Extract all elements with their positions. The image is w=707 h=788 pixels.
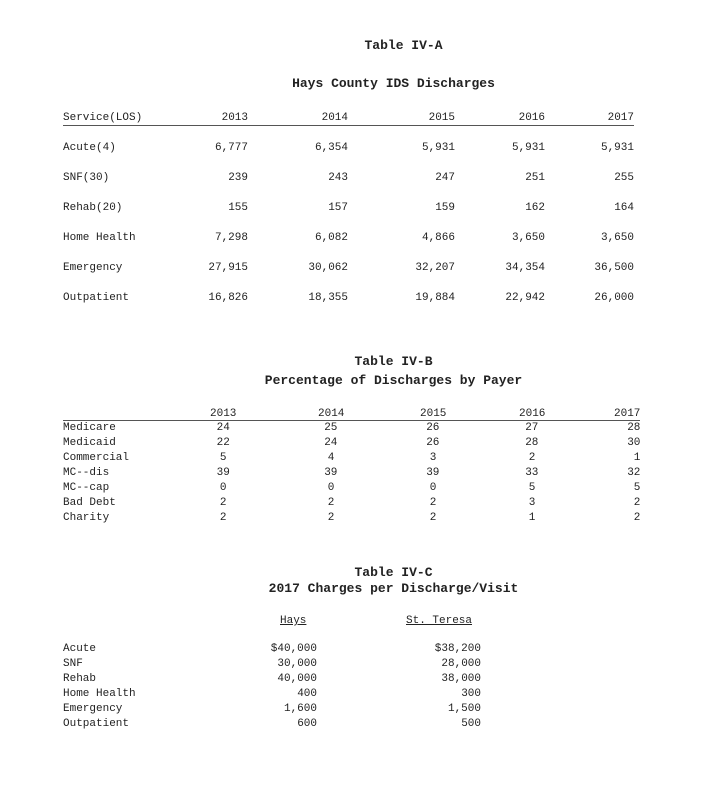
column-header: 2017 bbox=[545, 111, 634, 126]
cell-value: 39 bbox=[426, 467, 440, 479]
cell-value: 22 bbox=[216, 437, 230, 449]
cell-value: 28 bbox=[627, 422, 641, 434]
charges-table bbox=[63, 642, 481, 732]
cell-value: 26 bbox=[426, 437, 440, 449]
row-label: Medicaid bbox=[63, 437, 116, 449]
column-header: 2015 bbox=[348, 111, 455, 126]
cell-value: 34,354 bbox=[505, 261, 545, 274]
row-label: MC--cap bbox=[63, 482, 110, 494]
table-header-row bbox=[63, 111, 634, 126]
cell-value: 33 bbox=[525, 467, 539, 479]
cell-value: 2 bbox=[219, 497, 227, 509]
table-a-title: Table IV-A bbox=[364, 38, 443, 53]
cell-value: $40,000 bbox=[270, 643, 317, 655]
cell-value: 5 bbox=[219, 452, 227, 464]
row-label: Rehab bbox=[63, 673, 97, 685]
cell-value: 2 bbox=[327, 497, 335, 509]
cell-value: 1 bbox=[633, 452, 641, 464]
table-row bbox=[63, 421, 640, 437]
column-header-hays: Hays bbox=[280, 615, 307, 627]
cell-value: 243 bbox=[328, 171, 348, 184]
cell-value: 0 bbox=[327, 482, 335, 494]
column-header: 2015 bbox=[344, 408, 446, 421]
cell-value: 24 bbox=[324, 437, 338, 449]
row-label: Charity bbox=[63, 512, 110, 524]
cell-value: 2 bbox=[327, 512, 335, 524]
table-row bbox=[63, 642, 481, 657]
cell-value: 0 bbox=[219, 482, 227, 494]
table-row bbox=[63, 657, 481, 672]
cell-value: 18,355 bbox=[308, 291, 348, 304]
table-row bbox=[63, 466, 640, 481]
cell-value: 400 bbox=[297, 688, 317, 700]
cell-value: 39 bbox=[324, 467, 338, 479]
row-label: Outpatient bbox=[63, 718, 130, 730]
column-header: 2014 bbox=[248, 111, 348, 126]
column-header: 2017 bbox=[545, 408, 640, 421]
cell-value: 600 bbox=[297, 718, 317, 730]
cell-value: 30 bbox=[627, 437, 641, 449]
row-label: Medicare bbox=[63, 422, 116, 434]
cell-value: 5,931 bbox=[600, 142, 634, 154]
table-a-subtitle: Hays County IDS Discharges bbox=[292, 76, 495, 91]
cell-value: 6,354 bbox=[314, 142, 348, 154]
cell-value: 1 bbox=[528, 512, 536, 524]
table-row bbox=[63, 216, 634, 246]
cell-value: 25 bbox=[324, 422, 338, 434]
cell-value: 2 bbox=[633, 512, 641, 524]
table-row bbox=[63, 481, 640, 496]
row-label: Emergency bbox=[63, 703, 123, 715]
column-header: 2013 bbox=[183, 111, 248, 126]
cell-value: 7,298 bbox=[214, 231, 248, 244]
column-header bbox=[63, 408, 210, 421]
cell-value: 164 bbox=[614, 201, 634, 214]
discharges-table bbox=[63, 111, 634, 306]
payer-percentage-table bbox=[63, 408, 640, 526]
cell-value: 247 bbox=[435, 171, 455, 184]
cell-value: 5 bbox=[528, 482, 536, 494]
cell-value: 1,600 bbox=[283, 703, 317, 715]
cell-value: 5 bbox=[633, 482, 641, 494]
column-header: 2016 bbox=[455, 111, 545, 126]
table-row bbox=[63, 246, 634, 276]
cell-value: 26 bbox=[426, 422, 440, 434]
row-label: SNF(30) bbox=[63, 171, 110, 184]
column-header: 2016 bbox=[446, 408, 545, 421]
column-header: 2013 bbox=[210, 408, 237, 420]
cell-value: 500 bbox=[461, 718, 481, 730]
cell-value: 36,500 bbox=[594, 261, 634, 274]
cell-value: 239 bbox=[228, 171, 248, 184]
table-b-title: Table IV-B bbox=[354, 354, 433, 369]
cell-value: 300 bbox=[461, 688, 481, 700]
cell-value: 3,650 bbox=[511, 231, 545, 244]
cell-value: 3 bbox=[429, 452, 437, 464]
table-row bbox=[63, 511, 640, 526]
cell-value: 159 bbox=[435, 201, 455, 214]
table-b-subtitle: Percentage of Discharges by Payer bbox=[264, 373, 523, 388]
cell-value: 255 bbox=[614, 171, 634, 184]
row-label: Acute bbox=[63, 643, 97, 655]
table-row bbox=[63, 451, 640, 466]
row-label: Rehab(20) bbox=[63, 201, 123, 214]
table-row bbox=[63, 702, 481, 717]
cell-value: 28 bbox=[525, 437, 539, 449]
table-row bbox=[63, 717, 481, 732]
column-header: Service(LOS) bbox=[63, 111, 183, 126]
cell-value: 5,931 bbox=[511, 142, 545, 154]
table-row bbox=[63, 186, 634, 216]
cell-value: 6,082 bbox=[314, 231, 348, 244]
row-label: Home Health bbox=[63, 231, 136, 244]
cell-value: 38,000 bbox=[441, 673, 481, 685]
cell-value: 2 bbox=[429, 512, 437, 524]
cell-value: 251 bbox=[525, 171, 545, 184]
table-header-row bbox=[63, 408, 640, 421]
cell-value: 27,915 bbox=[208, 261, 248, 274]
row-label: Outpatient bbox=[63, 291, 130, 304]
row-label: Acute(4) bbox=[63, 142, 116, 154]
row-label: Emergency bbox=[63, 261, 123, 274]
column-header-st-teresa: St. Teresa bbox=[406, 615, 473, 627]
cell-value: 30,062 bbox=[308, 261, 348, 274]
table-row bbox=[63, 156, 634, 186]
cell-value: 3 bbox=[528, 497, 536, 509]
cell-value: 4,866 bbox=[421, 231, 455, 244]
cell-value: 157 bbox=[328, 201, 348, 214]
table-c-title: Table IV-C bbox=[354, 565, 433, 580]
row-label: MC--dis bbox=[63, 467, 110, 479]
row-label: Bad Debt bbox=[63, 497, 116, 509]
cell-value: 2 bbox=[528, 452, 536, 464]
table-row bbox=[63, 436, 640, 451]
table-row bbox=[63, 672, 481, 687]
cell-value: 162 bbox=[525, 201, 545, 214]
row-label: SNF bbox=[63, 658, 83, 670]
row-label: Home Health bbox=[63, 688, 136, 700]
cell-value: 26,000 bbox=[594, 291, 634, 304]
column-header: 2014 bbox=[236, 408, 344, 421]
cell-value: 39 bbox=[216, 467, 230, 479]
table-row bbox=[63, 496, 640, 511]
cell-value: 28,000 bbox=[441, 658, 481, 670]
cell-value: 40,000 bbox=[277, 673, 317, 685]
cell-value: 2 bbox=[219, 512, 227, 524]
row-label: Commercial bbox=[63, 452, 130, 464]
cell-value: $38,200 bbox=[434, 643, 481, 655]
cell-value: 5,931 bbox=[421, 142, 455, 154]
cell-value: 16,826 bbox=[208, 291, 248, 304]
table-row bbox=[63, 687, 481, 702]
cell-value: 2 bbox=[633, 497, 641, 509]
cell-value: 3,650 bbox=[600, 231, 634, 244]
table-row bbox=[63, 276, 634, 306]
cell-value: 22,942 bbox=[505, 291, 545, 304]
cell-value: 30,000 bbox=[277, 658, 317, 670]
cell-value: 2 bbox=[429, 497, 437, 509]
cell-value: 1,500 bbox=[447, 703, 481, 715]
cell-value: 24 bbox=[216, 422, 230, 434]
cell-value: 6,777 bbox=[214, 142, 248, 154]
cell-value: 155 bbox=[228, 201, 248, 214]
table-c-subtitle: 2017 Charges per Discharge/Visit bbox=[268, 581, 519, 596]
cell-value: 0 bbox=[429, 482, 437, 494]
table-row bbox=[63, 126, 634, 156]
cell-value: 32 bbox=[627, 467, 641, 479]
cell-value: 19,884 bbox=[415, 291, 455, 304]
cell-value: 4 bbox=[327, 452, 335, 464]
cell-value: 27 bbox=[525, 422, 539, 434]
cell-value: 32,207 bbox=[415, 261, 455, 274]
